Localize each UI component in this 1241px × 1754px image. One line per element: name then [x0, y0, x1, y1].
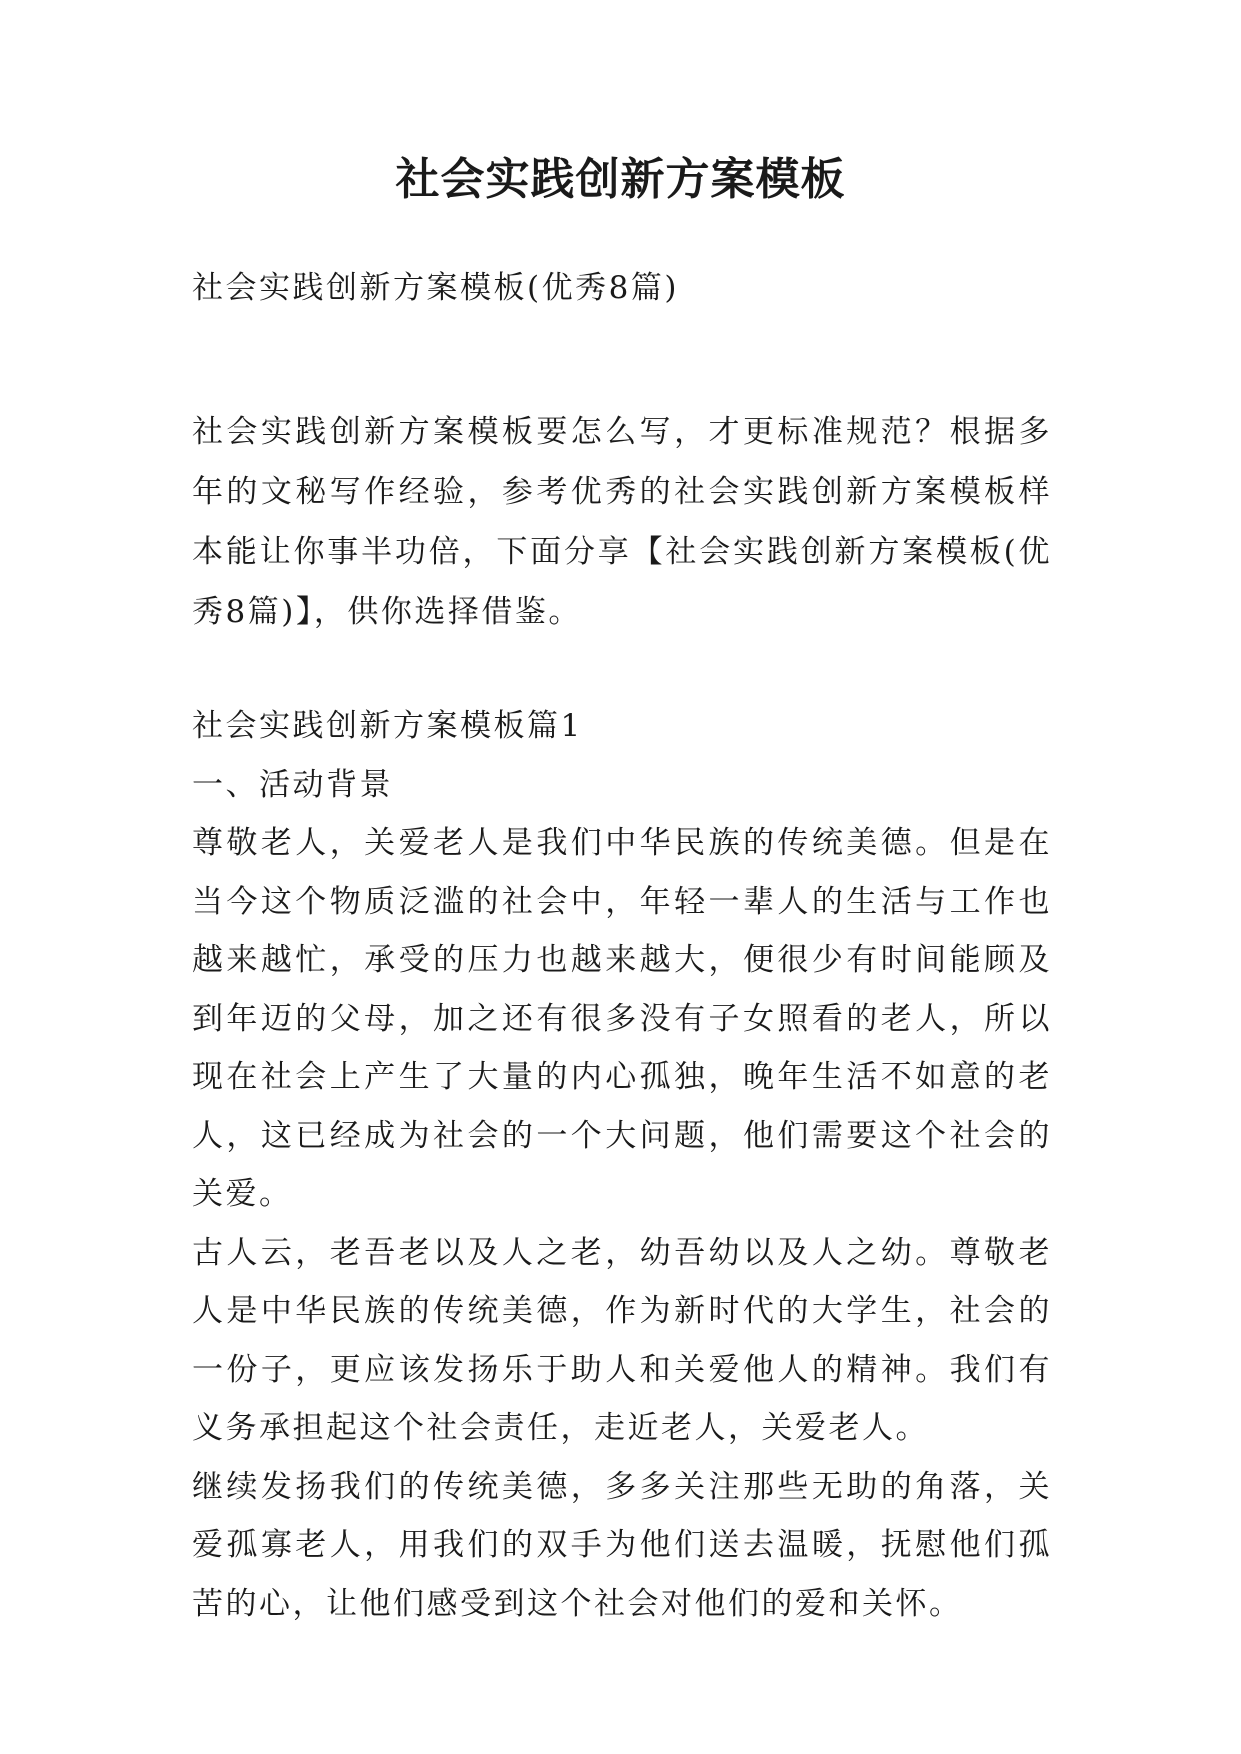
- document-subtitle: 社会实践创新方案模板(优秀8篇): [192, 270, 679, 306]
- section-content: [192, 697, 1052, 1633]
- body-paragraph: 古人云，老吾老以及人之老，幼吾幼以及人之幼。尊敬老人是中华民族的传统美德，作为新时代的大学生，社会的一份子，更应该发扬乐于助人和关爱他人的精神。我们有义务承担起这个社会责任，走近老人，关爱老人。: [192, 1234, 1052, 1446]
- intro-paragraph: 社会实践创新方案模板要怎么写，才更标准规范？根据多年的文秘写作经验，参考优秀的社会实践创新方案模板样本能让你事半功倍，下面分享【社会实践创新方案模板(优秀8篇)】，供你选择借鉴。: [192, 414, 1052, 630]
- subheading: 一、活动背景: [192, 766, 393, 803]
- section-heading: 社会实践创新方案模板篇1: [192, 708, 583, 744]
- body-paragraph: 尊敬老人，关爱老人是我们中华民族的传统美德。但是在当今这个物质泛滥的社会中，年轻一辈人的生活与工作也越来越忙，承受的压力也越来越大，便很少有时间能顾及到年迈的父母，加之还有很多没有子女照看的老人，所以现在社会上产生了大量的内心孤独，晚年生活不如意的老人，这已经成为社会的一个大问题，他们需要这个社会的关爱。: [192, 825, 1052, 1212]
- body-paragraph: 继续发扬我们的传统美德，多多关注那些无助的角落，关爱孤寡老人，用我们的双手为他们送去温暖，抚慰他们孤苦的心，让他们感受到这个社会对他们的爱和关怀。: [192, 1468, 1052, 1622]
- document-title: 社会实践创新方案模板: [395, 154, 846, 205]
